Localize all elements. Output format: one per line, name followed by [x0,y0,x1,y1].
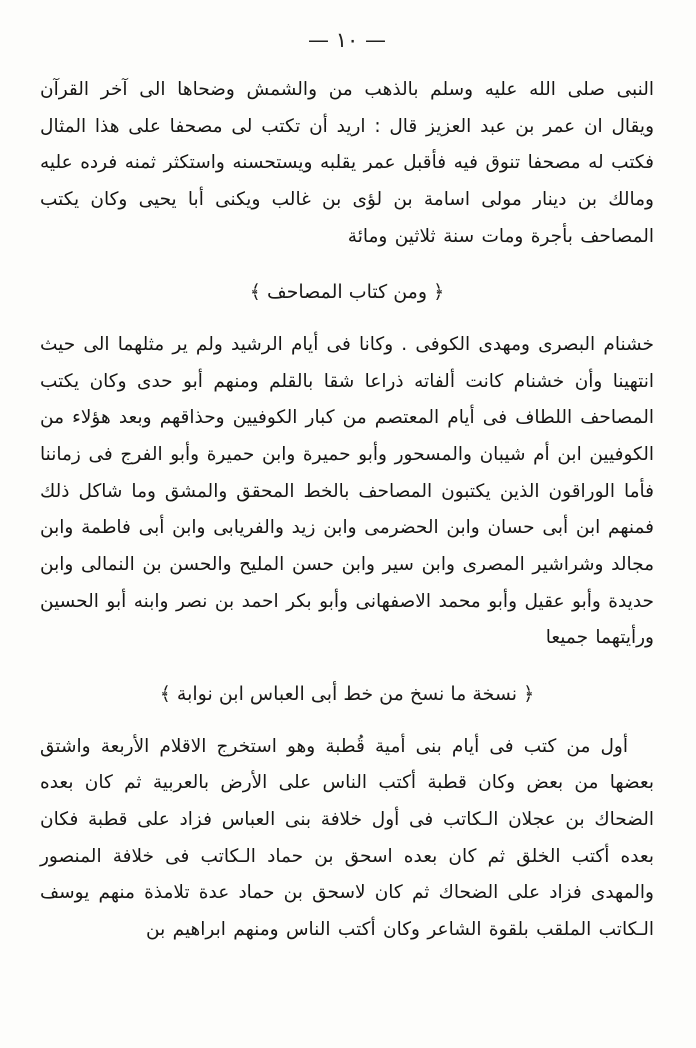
page-number: — ١٠ — [308,28,386,52]
section-heading-nuskha-ibn-nawaba: ﴿ نسخة ما نسخ من خط أبى العباس ابن نوابة ﴾ [159,682,535,705]
paragraph-3: أول من كتب فى أيام بنى أمية قُطبة وهو استخرج الاقلام الأربعة واشتق بعضها من بعض وكان قطبة أكتب الناس على الأرض بالعربية ثم كان بعده الضحاك بن عجلان الـكاتب فى أول خلافة بنى العباس فزاد على قطبة فكان بعده أكتب الخلق ثم كان بعده اسحق بن حماد الـكاتب فى خلافة المنصور والمهدى فزاد على الضحاك ثم كان لاسحق بن حماد عدة تلامذة منهم يوسف الـكاتب الملقب بلقوة الشاعر وكان أكتب الناس ومنهم ابراهيم بن [40,735,654,940]
paragraph-1: النبى صلى الله عليه وسلم بالذهب من والشمش وضحاها الى آخر القرآن ويقال ان عمر بن عبد العزيز قال : اريد أن تكتب لى مصحفا على هذا المثال فكتب له مصحفا تنوق فيه فأقبل عمر يقلبه ويستحسنه واستكثر ثمنه فرده عليه ومالك بن دينار مولى اسامة بن لؤى بن غالب ويكنى أبا يحيى وكان يكتب المصاحف بأجرة ومات سنة ثلاثين ومائة [40,79,654,247]
paragraph-2: خشنام البصرى ومهدى الكوفى . وكانا فى أيام الرشيد ولم ير مثلهما الى حيث انتهينا وأن خشنام كانت ألفاته ذراعا شقا بالقلم ومنهم أبو حدى وكان يكتب المصاحف اللطاف فى أيام المعتصم من كبار الكوفيين وحذاقهم وبعد هؤلاء من الكوفيين ابن أم شيبان والمسحور وأبو حميرة وابن حميرة وأبو الفرج فى زماننا فأما الوراقون الذين يكتبون المصاحف بالخط المحقق والمشق وما شاكل ذلك فمنهم ابن أبى حسان وابن الحضرمى وابن زيد والفريابى وابن أبى فاطمة وابن مجالد وشراشير المصرى وابن سير وابن حسن المليح والحسن بن النمالى وابن حديدة وأبو عقيل وأبو محمد الاصفهانى وأبو بكر احمد بن نصر وابنه أبو الحسين ورأيتهما جميعا [40,334,654,649]
section-heading-kitab-al-masahif: ﴿ ومن كتاب المصاحف ﴾ [249,281,445,304]
